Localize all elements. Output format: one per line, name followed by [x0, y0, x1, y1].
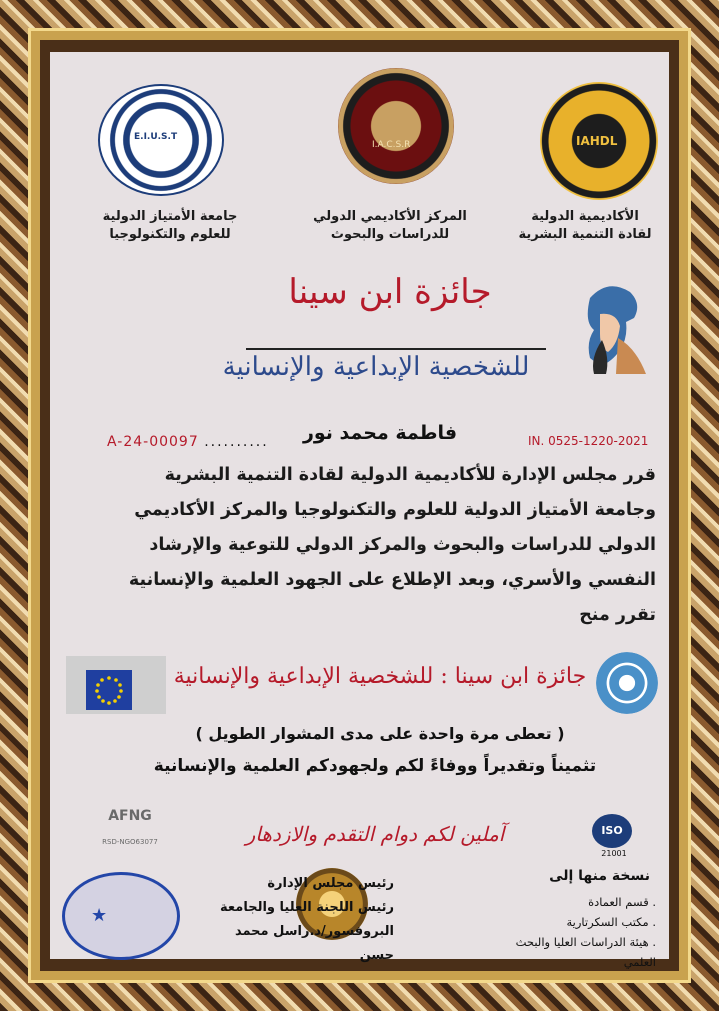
united-nations-icon: [596, 652, 658, 714]
iso-badge: [588, 804, 642, 860]
afng-badge: [92, 808, 168, 852]
title-divider: [246, 348, 546, 350]
certificate-body: [66, 458, 656, 633]
copies-list: [510, 892, 656, 972]
institution-academy-line2: لقادة التنمية البشرية: [518, 227, 652, 242]
institution-university: [80, 208, 260, 244]
official-stamp: [62, 872, 180, 960]
award-statement: جائزة ابن سينا : للشخصية الإبداعية والإنسانية: [173, 664, 587, 689]
body-line: الدولي للدراسات والبحوث والمركز الدولي للتوعية والإرشاد: [149, 535, 656, 555]
registration-number: IN. 0525-1220-2021: [528, 434, 649, 448]
copies-item: . قسم العمادة: [588, 895, 656, 909]
institution-university-line1: جامعة الأمتياز الدولية: [102, 209, 238, 224]
signature-role: رئيس اللجنة العليا والجامعة: [220, 900, 394, 915]
institution-center-line2: للدراسات والبحوث: [330, 227, 450, 242]
institution-center-line1: المركز الأكاديمي الدولي: [313, 209, 467, 224]
university-logo: [98, 84, 224, 196]
award-subtitle: للشخصية الإبداعية والإنسانية: [222, 352, 530, 382]
recipient-name: فاطمة محمد نور: [302, 422, 458, 444]
institution-university-line2: للعلوم والتكنولوجيا: [109, 227, 231, 242]
copies-title: نسخة منها إلى: [549, 868, 650, 884]
body-line: قرر مجلس الإدارة للأكاديمية الدولية لقادة التنمية البشرية: [164, 465, 656, 485]
dotted-leader: ..........: [204, 434, 269, 450]
institution-center: [300, 208, 480, 244]
award-note: ( تعطى مرة واحدة على مدى المشوار الطويل ): [195, 724, 565, 743]
academic-center-logo-text: I.A.C.S.R: [372, 140, 411, 150]
university-logo-text: E.I.U.S.T: [134, 132, 178, 142]
institution-academy: [500, 208, 670, 244]
copies-item: . مكتب السكرتارية: [566, 915, 656, 929]
afng-badge-label: AFNG: [108, 808, 152, 824]
body-line: النفسي والأسري، وبعد الإطلاع على الجهود العلمية والإنسانية: [128, 570, 656, 590]
copies-item: . هيئة الدراسات العليا والبحث العلمي: [515, 935, 656, 969]
appreciation-line: تثميناً وتقديراً ووفاءً لكم ولجهودكم العلمية والإنسانية: [153, 756, 597, 776]
stamp-star-icon: ★: [91, 905, 108, 926]
signature-block: [214, 872, 394, 968]
eu-flag-icon: [86, 670, 132, 710]
iso-badge-label: ISO: [592, 814, 632, 848]
wishes-line: آملين لكم دوام التقدم والازدهار: [245, 822, 505, 846]
iso-badge-number: 21001: [601, 849, 627, 858]
body-line: تقرر منح: [579, 605, 656, 625]
avicenna-portrait-icon: [560, 278, 655, 378]
certificate-code-value: A-24-00097: [107, 434, 199, 450]
body-line: وجامعة الأمتياز الدولية للعلوم والتكنولوجيا والمركز الأكاديمي: [134, 500, 656, 520]
signature-name: البروفسور/د.راسل محمد حسن: [234, 924, 394, 963]
academy-logo-text: IAHDL: [576, 134, 618, 148]
signature-title: رئيس مجلس الإدارة: [267, 876, 394, 891]
afng-badge-id: RSD-NGO63077: [102, 838, 158, 846]
institution-academy-line1: الأكاديمية الدولية: [531, 209, 639, 224]
academy-logo: [540, 82, 658, 200]
award-title: جائزة ابن سينا: [288, 272, 492, 312]
academic-center-logo: [338, 68, 454, 184]
